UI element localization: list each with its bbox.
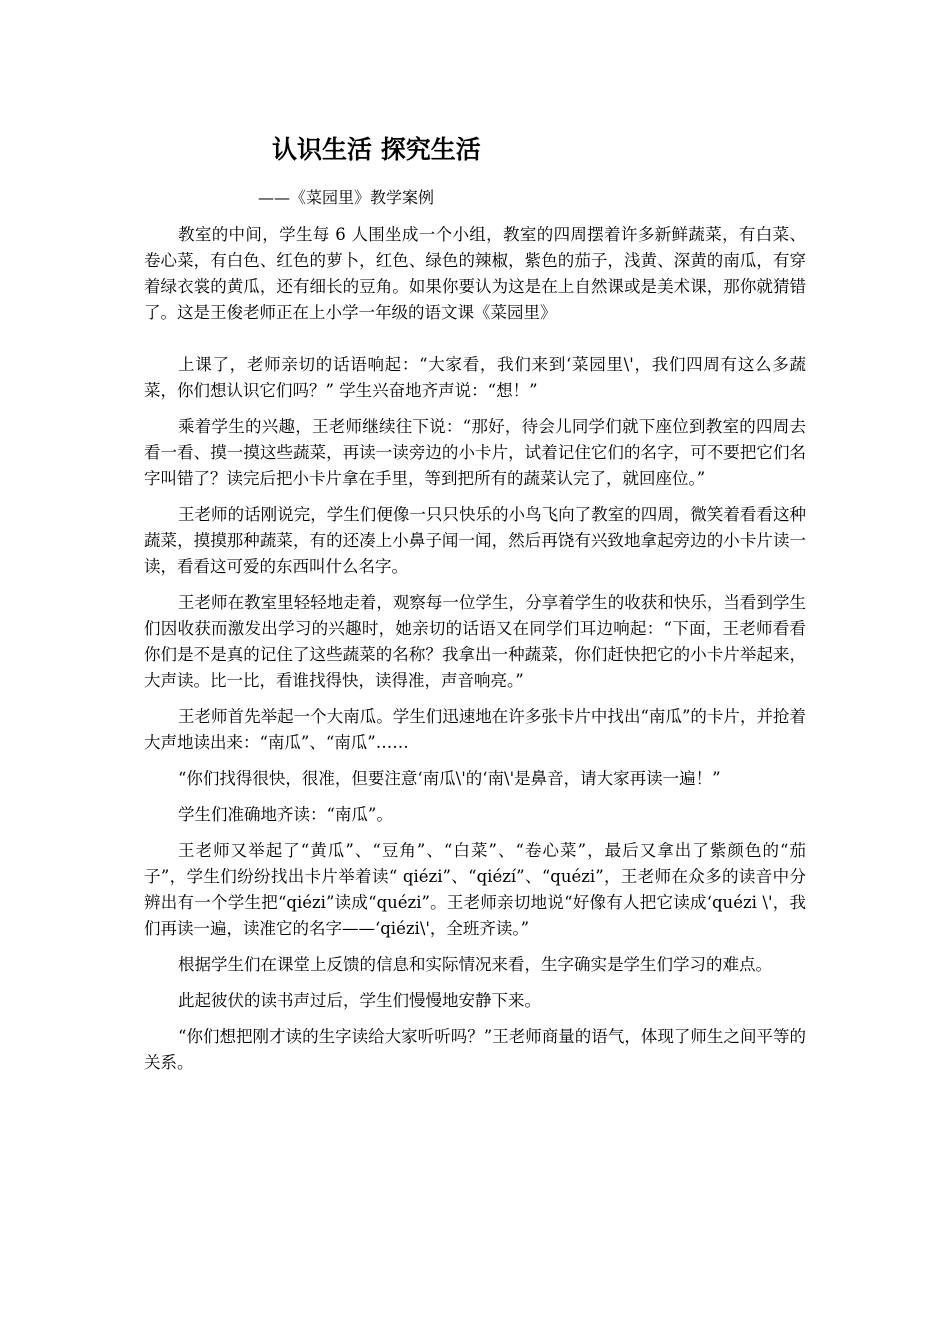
paragraph: 乘着学生的兴趣，王老师继续往下说：“那好，待会儿同学们就下座位到教室的四周去看一看、摸一摸这些蔬菜，再读一读旁边的小卡片，试着记住它们的名字，可不要把它们名字叫错了？读完后把小卡片拿在手里，等到把所有的蔬菜认完了，就回座位。” — [144, 417, 806, 488]
document-body — [144, 222, 806, 1086]
paragraph: 上课了，老师亲切的话语响起：“大家看，我们来到‘菜园里\'，我们四周有这么多蔬菜，你们想认识它们吗？” 学生兴奋地齐声说：“想！” — [144, 355, 806, 400]
paragraph: 王老师的话刚说完，学生们便像一只只快乐的小鸟飞向了教室的四周，微笑着看看这种蔬菜，摸摸那种蔬菜，有的还凑上小鼻子闻一闻，然后再饶有兴致地拿起旁边的小卡片读一读，看看这可爱的东西叫什么名字。 — [144, 505, 806, 576]
paragraph: “你们想把刚才读的生字读给大家听听吗？”王老师商量的语气，体现了师生之间平等的关系。 — [144, 1027, 806, 1072]
paragraph: 根据学生们在课堂上反馈的信息和实际情况来看，生字确实是学生们学习的难点。 — [178, 955, 772, 974]
paragraph: 此起彼伏的读书声过后，学生们慢慢地安静下来。 — [178, 991, 541, 1010]
paragraph: 学生们准确地齐读：“南瓜”。 — [178, 805, 393, 824]
paragraph: 王老师在教室里轻轻地走着，观察每一位学生，分享着学生的收获和快乐，当看到学生们因收获而激发出学习的兴趣时，她亲切的话语又在同学们耳边响起：“下面，王老师看看你们是不是真的记住了这些蔬菜的名称？我拿出一种蔬菜，你们赶快把它的小卡片举起来，大声读。比一比，看谁找得快，读得准，声音响亮。” — [144, 593, 806, 690]
document-title: 认识生活 探究生活 — [272, 135, 481, 164]
paragraph: 王老师首先举起一个大南瓜。学生们迅速地在许多张卡片中找出“南瓜”的卡片，并抢着大声地读出来：“南瓜”、“南瓜”…… — [144, 707, 806, 752]
paragraph: “你们找得很快，很准，但要注意‘南瓜\'的‘南\'是鼻音，请大家再读一遍！” — [178, 769, 721, 788]
paragraph: 教室的中间，学生每 6 人围坐成一个小组，教室的四周摆着许多新鲜蔬菜，有白菜、卷心菜，有白色、红色的萝卜，红色、绿色的辣椒，紫色的茄子，浅黄、深黄的南瓜，有穿着绿衣裳的黄瓜，还有细长的豆角。如果你要认为这是在上自然课或是美术课，那你就猜错了。这是王俊老师正在上小学一年级的语文课《菜园里》 — [144, 225, 806, 322]
paragraph: 王老师又举起了“黄瓜”、“豆角”、“白菜”、“卷心菜”，最后又拿出了紫颜色的“茄子”，学生们纷纷找出卡片举着读“ qiézi”、“qiézí”、“quézi”，王老师在众多的读音中分辨出有一个学生把“qiézi”读成“quézi”。王老师亲切地说“好像有人把它读成‘quézi \'，我们再读一遍，读准它的名字——‘qiézi\'，全班齐读。” — [144, 841, 806, 938]
document-subtitle: ——《菜园里》教学案例 — [258, 188, 435, 207]
